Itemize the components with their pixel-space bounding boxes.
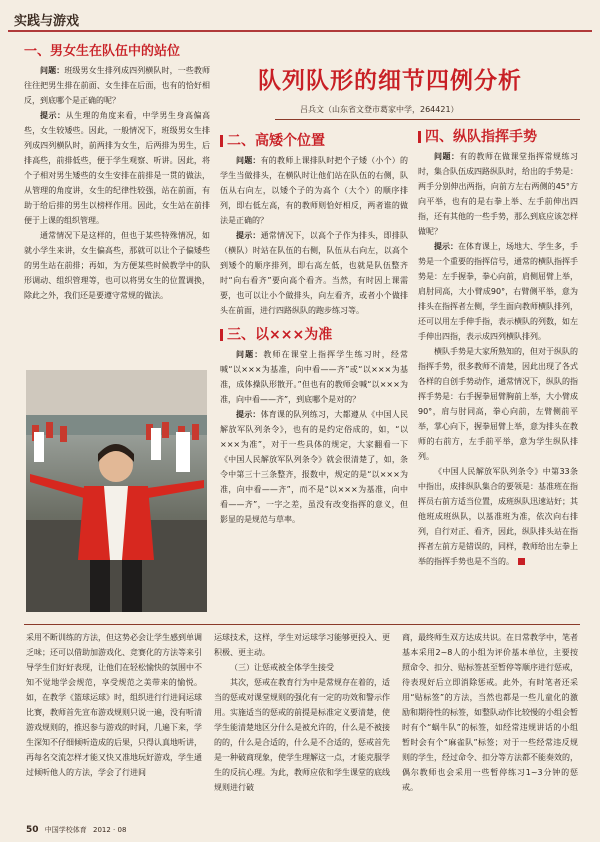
hint-text: 从生理的角度来看，中学男生身高偏高些，女生较矮些。因此，一般情况下，班级男女生排列成四列横队时，前两排为女生，后两排为男生，后排高些，前排低些，便于学生观察、听讲。因此，将个子相对男生矮些的女生安排在前排是一贯的做法，从管理的角度讲，女生的纪律性较强，站在前面，有助于给后排的男生以榜样作用。因此，女生站在前排便于上课的组织管理。 — [24, 111, 211, 225]
question-text: 教师在课堂上指挥学生练习时，经常喊“以×××为基准，向中看——齐”或“以×××为基准，成体操队形散开。”但也有的教师会喊“以×××为准，向中看——齐”，到底哪个是对的？ — [220, 350, 409, 404]
paragraph: 商，最终师生双方达成共识。在日常教学中，笔者基本采用2~8人的小组为评价基本单位，主要按照命令、扣分、贴标签甚至暂停等顺序进行惩戒，待表现好后立即消除惩戒。此外，有时笔者还采用“贴标签”的方法，当然也都是一些儿童化的激励和期待性的标签，如整队动作比较慢的小组会暂时有个“蜗牛队”的标签，如经常违规讲话的小组暂时会有个“麻雀队”标签；对于一些经常违反规则的学生，经过命令、扣分等方法都不能奏效的，偶尔教师也会采用一些暂停练习1~3分钟的惩戒。 — [402, 633, 578, 792]
section-divider — [24, 624, 580, 625]
top-rule — [8, 30, 592, 32]
question-text: 有的教师在做课堂指挥常规练习时，集合队伍成四路纵队时，给出的手势是：两手分别伸出两指，向前方左右两侧的45°方向平举，也有的是右拳上举、左手前伸出四指，还有其他的一些手势，那么到底应该怎样做呢？ — [418, 152, 578, 236]
hint-text: 通常情况下，以高个子作为排头，即排队（横队）时站在队伍的右侧，队伍从右向左，以高个到矮个的顺序排列，即右高左低，也就是队伍整齐时“向右看齐”要向高个看齐。当然，有时因上课需要，也可以让小个做排头，向左看齐，或者小个做排头在前面，进行四路纵队的跑步练习等。 — [220, 231, 409, 315]
question-label: 问题： — [236, 350, 264, 359]
byline-rule — [275, 119, 580, 120]
paragraph: 运球技术，这样，学生对运球学习能够更投入、更积极、更主动。 — [214, 633, 390, 657]
bottom-column-3 — [402, 630, 578, 795]
section-2-heading-text: 二、高矮个位置 — [227, 133, 325, 149]
bottom-column-1 — [26, 630, 202, 780]
page-number: 50 — [26, 825, 39, 835]
paragraph: 通常情况下是这样的，但也于某些特殊情况，如就小学生来讲，女生偏高些，那就可以让个子偏矮些的男生站在前排；再如，为方便某些时候教学中的队形调动、组织管理等，也可以将男女生的位置调换，除此之外，我们还是要遵守常规的做法。 — [24, 231, 210, 300]
photo-illustration — [26, 370, 207, 612]
section-3-heading — [220, 328, 408, 343]
section-label: 实践与游戏 — [14, 14, 80, 29]
end-mark-icon — [518, 558, 525, 565]
column-3 — [418, 124, 578, 569]
question-text: 有的教师上课排队时把个子矮（小个）的学生当做排头，在横队时让他们站在队伍的右侧，队伍从右向左，以矮个子的为高个（大个）的顺序排列，即右低左高，有的教师则恰好相反，两者谁的做法是正确的？ — [220, 156, 409, 225]
question-text: 班级男女生排列成四列横队时，一些教师往往把男生排在前面、女生排在后面，也有的恰好相反，到底哪个是正确的呢？ — [24, 66, 211, 105]
paragraph: 《中国人民解放军队列条令》中第33条中指出，成排纵队集合的要领是：基准班在指挥员右前方适当位置，成班纵队迅速站好；其他班成班纵队，以基准班为准，依次向右排列，自行对正、看齐，因此，纵队排头站在指挥者左前方是错误的，同样，教师给出左拳上举的指挥手势也是不当的。 — [418, 467, 578, 566]
byline: 吕兵文（山东省文登市葛家中学，264421） — [300, 105, 459, 114]
column-2 — [220, 128, 408, 527]
section-3-heading-text: 三、以×××为准 — [227, 327, 333, 343]
heading-bar — [220, 329, 223, 341]
section-2-heading — [220, 134, 408, 149]
hint-label: 提示： — [236, 231, 261, 240]
hint-text: 在体育课上，场地大、学生多，手势是一个重要的指挥信号，通常的横队指挥手势是：左手握拳，拳心向前，肩侧屈臂上举，肩肘同高，大小臂成90°，右臂侧平举，意为排头在指挥者左侧，学生面向教师横队排列，还可以用左手伸手指，表示横队的列数，如左手伸出四指，表示成四列横队排列。 — [418, 242, 578, 341]
journal-name: 中国学校体育 — [44, 826, 87, 834]
section-4-heading-text: 四、纵队指挥手势 — [425, 129, 537, 145]
hint-label: 提示： — [434, 242, 458, 251]
students-exercise-photo — [26, 370, 207, 612]
subheading: （三）让惩戒被全体学生接受 — [230, 663, 334, 672]
paragraph: 采用不断训练的方法，但这势必会让学生感到单调乏味；还可以借助加游戏化、竞赛化的方法等来引导学生们好好表现，让他们在轻松愉快的氛围中不知不觉地学会规范，享受规范之美带来的愉悦。如，在教学《篮球运球》时，组织进行行进间运球比赛，教师首先宣布游戏规则只说一遍，没有听清游戏规则的，推迟参与游戏的时间，几遍下来，学生深知不仔细倾听造成的后果，只得认真地听讲，再每名交流怎样才能又快又准地玩好游戏，学生通过倾听他人的方法，学会了行进间 — [26, 633, 202, 777]
question-label: 问题： — [236, 156, 261, 165]
paragraph: 其次，惩戒在教育行为中是常规存在着的，适当的惩戒对课堂规则的强化有一定的功效和警示作用。实施适当的惩戒的前提是标准定义要清楚，使学生能清楚地区分什么是被允许的，什么是不被接的的，什么是合适的，什么是不合适的，惩戒首先是一种破商现象，使学生理解这一点，才能克服学生的反抗心理。为此，教师应依和学生课堂的底线规则进行破 — [214, 678, 390, 792]
section-4-heading — [418, 130, 578, 145]
heading-bar — [220, 135, 223, 147]
paragraph: 横队手势是大家所熟知的，但对于纵队的指挥手势，很多教师不清楚，因此出现了各式各样的自创手势动作，通常情况下，纵队的指挥手势是：右手握拳屈臂胸前上举，大小臂成90°，肩与肘同高，拳心向前，左臂侧前平举，掌心向下，握拳屈臂上举，意为排头在教师的右前方，左手前平举，意为学生纵队排列。 — [418, 347, 578, 461]
section-1-heading: 一、男女生在队伍中的站位 — [24, 44, 181, 59]
hint-label: 提示： — [236, 410, 261, 419]
hint-label: 提示： — [40, 111, 66, 120]
hint-text: 体育课的队列练习，大都遵从《中国人民解放军队列条令》，也有的是约定俗成的，如，“以×××为准”，对于一些具体的规定，大家翻看一下《中国人民解放军队列条令》就会很清楚了，如，条令中第三十三条整齐，报数中，规定的是“以×××为准，向中看——齐”，而不是“以×××为基准，向中看——齐”，一字之差，虽没有改变指挥的意义，但影显的是规范与草率。 — [220, 410, 409, 524]
bottom-column-2 — [214, 630, 390, 795]
question-label: 问题： — [434, 152, 460, 161]
heading-bar — [418, 131, 421, 143]
page-footer — [26, 825, 126, 835]
question-label: 问题： — [40, 66, 65, 75]
column-1 — [24, 38, 210, 303]
article-title: 队列队形的细节四例分析 — [258, 68, 522, 94]
issue-date: 2012 · 08 — [93, 826, 127, 834]
